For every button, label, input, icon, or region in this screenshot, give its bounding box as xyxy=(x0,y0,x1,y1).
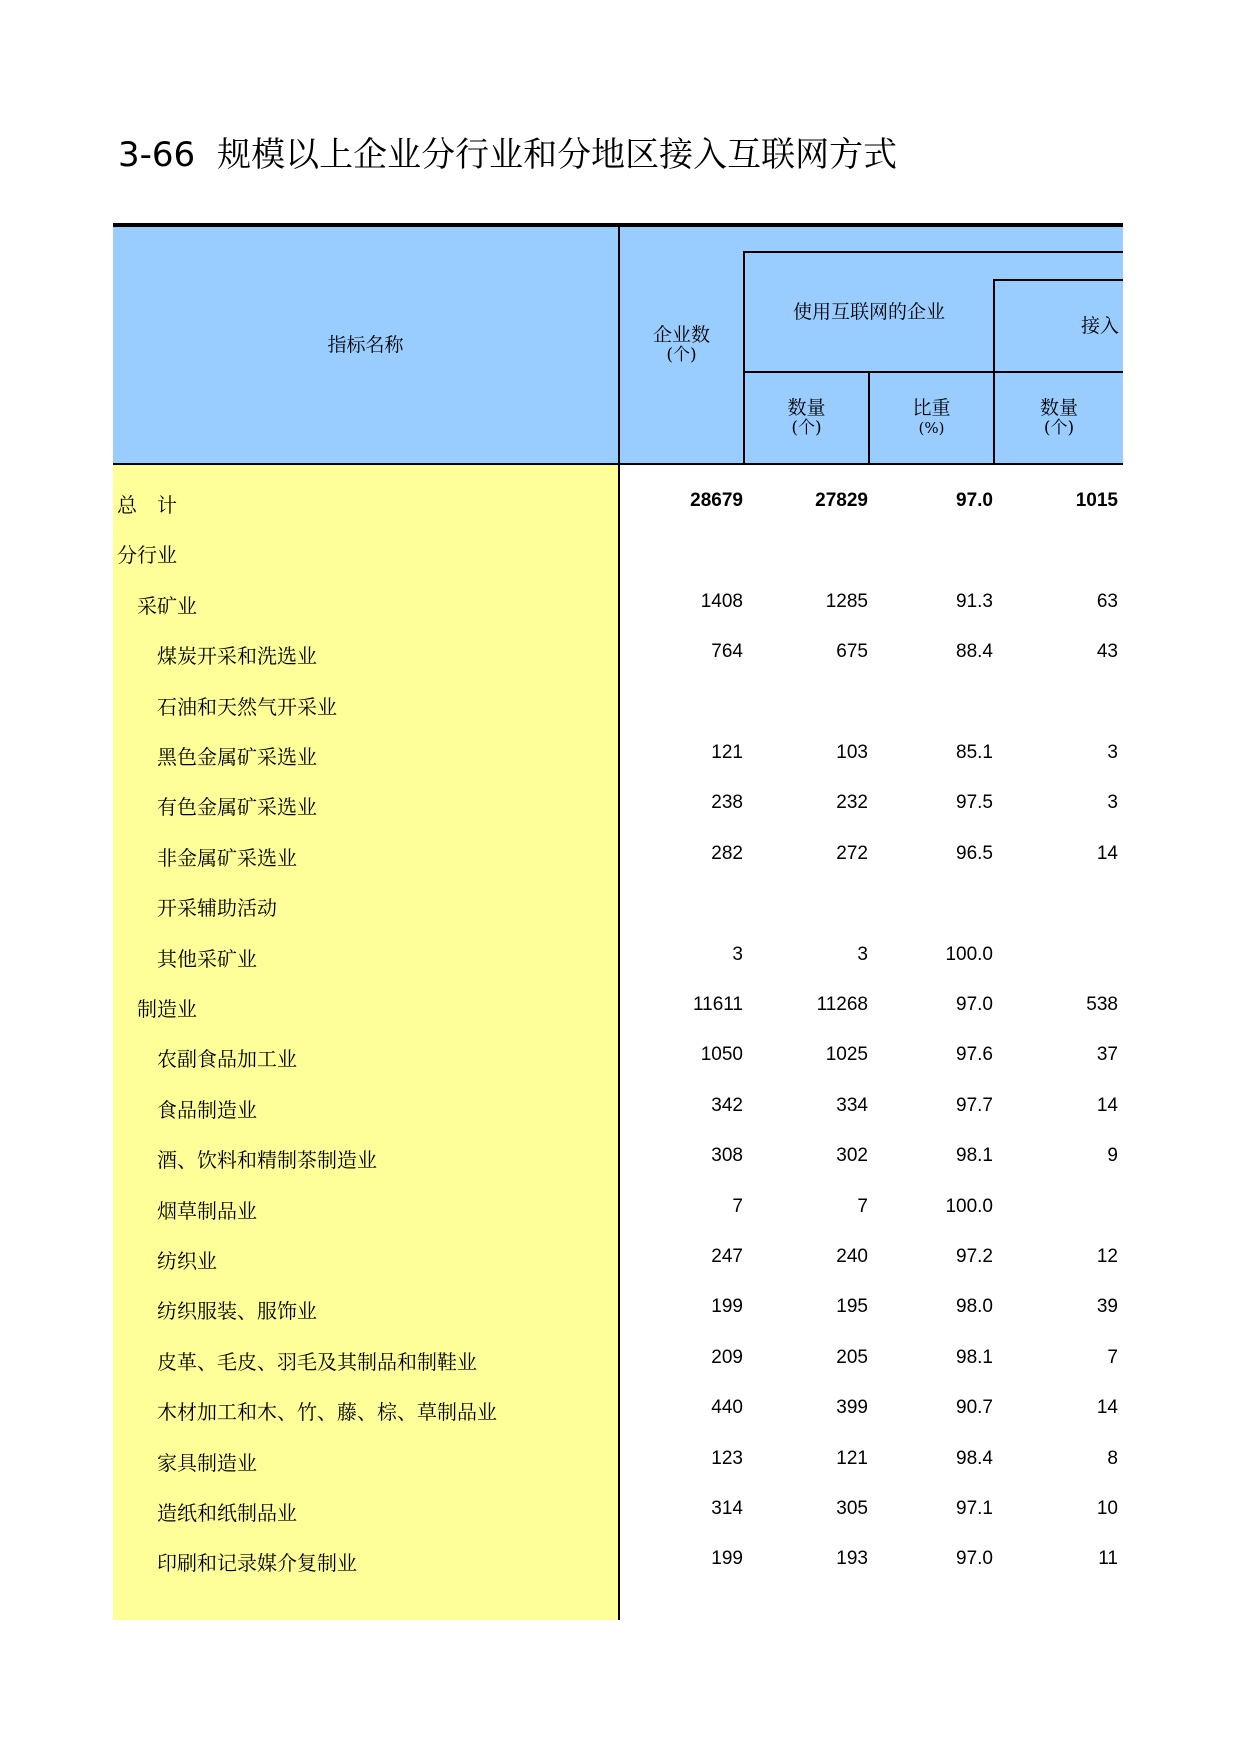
internet-share-value: 98.1 xyxy=(956,1145,993,1167)
table-row xyxy=(113,829,1123,879)
internet-count-value: 305 xyxy=(836,1498,868,1519)
internet-count-value: 302 xyxy=(836,1145,868,1167)
access-count-value: 63 xyxy=(1096,590,1118,612)
header-access-label: 接入 xyxy=(1081,315,1120,337)
table-row xyxy=(113,778,1123,828)
internet-count-value: 334 xyxy=(836,1094,868,1116)
table-row xyxy=(113,1333,1123,1383)
row-label: 纺织业 xyxy=(157,1249,217,1273)
enterprises-value: 1408 xyxy=(700,590,743,612)
header-count2 xyxy=(995,373,1123,463)
internet-count-value: 121 xyxy=(836,1447,868,1469)
enterprises-value: 1050 xyxy=(700,1044,743,1066)
table-row xyxy=(113,526,1123,576)
header-bottom-rule xyxy=(113,463,1123,465)
internet-share-value: 97.0 xyxy=(956,994,993,1015)
internet-share-value: 97.7 xyxy=(956,1094,993,1116)
row-label: 煤炭开采和洗选业 xyxy=(157,644,317,669)
header-share-label: 比重 xyxy=(912,397,951,419)
statistics-table xyxy=(113,223,1123,1620)
access-count-value: 14 xyxy=(1096,842,1118,864)
internet-share-value: 97.5 xyxy=(956,792,993,814)
internet-share-value: 97.2 xyxy=(956,1246,993,1267)
page-title xyxy=(118,127,897,176)
access-count-value: 3 xyxy=(1107,792,1118,814)
enterprises-value: 3 xyxy=(732,943,743,965)
enterprises-value: 282 xyxy=(711,842,743,864)
enterprises-value: 764 xyxy=(711,641,743,663)
access-count-value: 37 xyxy=(1096,1044,1118,1066)
table-row xyxy=(113,1434,1123,1484)
enterprises-value: 238 xyxy=(711,792,743,814)
table-row xyxy=(113,879,1123,929)
enterprises-value: 11611 xyxy=(692,994,743,1015)
row-label: 非金属矿采选业 xyxy=(157,845,297,870)
enterprises-value: 440 xyxy=(711,1397,743,1419)
internet-count-value: 27829 xyxy=(815,490,868,511)
row-label: 皮革、毛皮、羽毛及其制品和制鞋业 xyxy=(157,1349,477,1374)
internet-count-value: 240 xyxy=(836,1246,868,1267)
access-count-value: 12 xyxy=(1096,1246,1118,1267)
internet-share-value: 90.7 xyxy=(956,1397,993,1419)
table-number: 3-66 xyxy=(118,135,196,175)
row-label: 采矿业 xyxy=(137,593,197,618)
internet-share-value: 100.0 xyxy=(945,943,993,965)
internet-share-value: 98.4 xyxy=(956,1447,993,1469)
table-row xyxy=(113,1282,1123,1332)
enterprises-value: 209 xyxy=(711,1346,743,1368)
internet-count-value: 103 xyxy=(836,742,868,763)
internet-share-value: 97.1 xyxy=(956,1498,993,1519)
header-enterprises xyxy=(620,227,743,463)
row-label: 开采辅助活动 xyxy=(157,896,277,921)
internet-count-value: 11268 xyxy=(816,994,868,1015)
enterprises-value: 314 xyxy=(711,1498,743,1519)
row-label: 食品制造业 xyxy=(157,1097,257,1122)
internet-share-value: 97.6 xyxy=(956,1044,993,1066)
header-internet-group-label: 使用互联网的企业 xyxy=(792,301,945,323)
internet-share-value: 98.0 xyxy=(956,1296,993,1318)
access-count-value: 14 xyxy=(1096,1397,1118,1419)
internet-count-value: 675 xyxy=(836,641,868,663)
table-row xyxy=(113,1131,1123,1181)
header-enterprises-label: 企业数 xyxy=(652,324,710,346)
table-row xyxy=(113,627,1123,677)
internet-count-value: 205 xyxy=(836,1346,868,1368)
row-label: 黑色金属矿采选业 xyxy=(157,745,317,769)
internet-share-value: 97.0 xyxy=(956,1548,993,1570)
row-label: 酒、饮料和精制茶制造业 xyxy=(157,1148,377,1173)
header-internet-group xyxy=(745,253,993,371)
internet-share-value: 97.0 xyxy=(956,490,993,511)
header-count2-label: 数量 xyxy=(1039,397,1078,419)
table-row xyxy=(113,930,1123,980)
internet-share-value: 98.1 xyxy=(956,1346,993,1368)
enterprises-value: 247 xyxy=(711,1246,743,1267)
row-label: 烟草制品业 xyxy=(157,1198,257,1223)
header-count-unit: (个) xyxy=(791,418,822,438)
row-label: 其他采矿业 xyxy=(157,946,257,971)
header-access-group xyxy=(995,281,1123,371)
access-count-value: 3 xyxy=(1107,742,1118,763)
access-count-value: 7 xyxy=(1107,1346,1118,1368)
enterprises-value: 123 xyxy=(711,1447,743,1469)
access-count-value: 1015 xyxy=(1075,490,1118,511)
enterprises-value: 199 xyxy=(711,1296,743,1318)
table-row xyxy=(113,1182,1123,1232)
table-row xyxy=(113,1534,1123,1584)
enterprises-value: 342 xyxy=(711,1094,743,1116)
enterprises-value: 28679 xyxy=(690,490,743,511)
header-count2-unit: (个) xyxy=(1043,418,1075,438)
table-row xyxy=(113,1030,1123,1080)
internet-count-value: 195 xyxy=(836,1296,868,1318)
enterprises-value: 121 xyxy=(711,742,743,763)
row-label: 纺织服装、服饰业 xyxy=(157,1299,317,1324)
access-count-value: 10 xyxy=(1096,1498,1118,1519)
internet-count-value: 3 xyxy=(857,943,868,965)
header-enterprises-unit: (个) xyxy=(666,345,697,365)
row-label: 有色金属矿采选业 xyxy=(157,795,317,820)
internet-share-value: 88.4 xyxy=(956,641,993,663)
header-share-unit: (%) xyxy=(918,419,945,437)
row-label: 总 计 xyxy=(117,493,177,517)
table-row xyxy=(113,678,1123,728)
internet-count-value: 1285 xyxy=(825,590,868,612)
row-label: 分行业 xyxy=(117,543,177,568)
access-count-value: 11 xyxy=(1098,1548,1118,1570)
access-count-value: 39 xyxy=(1096,1296,1118,1318)
header-indicator-label: 指标名称 xyxy=(327,334,404,356)
access-count-value: 538 xyxy=(1086,994,1118,1015)
header-indicator xyxy=(113,227,618,463)
internet-count-value: 1025 xyxy=(825,1044,868,1066)
internet-share-value: 100.0 xyxy=(945,1195,993,1217)
table-row xyxy=(113,577,1123,627)
header-count xyxy=(745,373,868,463)
access-count-value: 9 xyxy=(1107,1145,1118,1167)
row-label: 家具制造业 xyxy=(157,1450,257,1475)
row-label: 石油和天然气开采业 xyxy=(157,694,337,719)
table-row xyxy=(113,1232,1123,1282)
table-row xyxy=(113,1383,1123,1433)
internet-share-value: 91.3 xyxy=(956,590,993,612)
internet-count-value: 193 xyxy=(836,1548,868,1570)
table-row xyxy=(113,980,1123,1030)
row-label: 农副食品加工业 xyxy=(157,1047,297,1072)
internet-count-value: 272 xyxy=(836,842,868,864)
access-count-value: 43 xyxy=(1096,641,1118,663)
access-count-value: 8 xyxy=(1107,1447,1118,1469)
access-count-value: 14 xyxy=(1096,1094,1118,1116)
row-label: 木材加工和木、竹、藤、棕、草制品业 xyxy=(157,1400,497,1425)
row-label: 印刷和记录媒介复制业 xyxy=(157,1551,357,1576)
row-label: 造纸和纸制品业 xyxy=(157,1501,297,1525)
table-row xyxy=(113,1081,1123,1131)
internet-count-value: 399 xyxy=(836,1397,868,1419)
header-share xyxy=(870,373,993,463)
table-row xyxy=(113,1484,1123,1534)
enterprises-value: 308 xyxy=(711,1145,743,1167)
enterprises-value: 199 xyxy=(711,1548,743,1570)
table-title-text: 规模以上企业分行业和分地区接入互联网方式 xyxy=(217,135,898,175)
row-label: 制造业 xyxy=(137,997,197,1021)
table-row xyxy=(113,476,1123,526)
table-row xyxy=(113,728,1123,778)
internet-count-value: 232 xyxy=(836,792,868,814)
internet-share-value: 85.1 xyxy=(956,742,993,763)
enterprises-value: 7 xyxy=(732,1195,743,1217)
internet-count-value: 7 xyxy=(857,1195,868,1217)
internet-share-value: 96.5 xyxy=(956,842,993,864)
header-count-label: 数量 xyxy=(787,397,826,419)
